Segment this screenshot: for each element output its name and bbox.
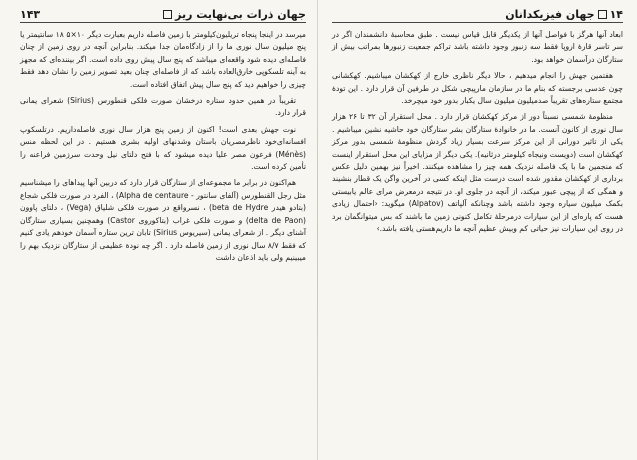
running-title-text: جهان ذرات بی‌نهایت ریز [175,7,306,21]
running-title-text: جهان فیزیکدانان [505,7,595,21]
right-page-body [332,29,623,236]
page-number: ۱۴ [609,7,623,21]
left-page-body [20,29,306,264]
right-page-header [332,6,623,23]
right-page [318,0,637,460]
square-ornament-icon [598,10,607,19]
left-page [0,0,318,460]
paragraph: منظومهٔ شمسی نسبتاً دور از مرکز کهکشان قرار دارد . محل استقرار آن ۳۲ تا ۲۶ هزار سال نوری از کانون آنست. ما در خانوادهٔ ستارگان بشر ستارگان خود حاشیه نشین میباشیم . یکی از تاثیر دورانی از این مرکز سرعت بسیار زیاد گردش منظومهٔ شمسی بدور مرکز کهکشان است (دویست ونیجاه کیلومتر درثانیه). یکی دیگر از مزایای این محل استقرار اینست که منجمین ما با یک فاصله نزدیک همه چیز را مشاهده میکنند. اخیراً نیز بهمین دلیل عکس برداری از کهکشان مقدور شده است درست مثل اینکه کسی در آخرین واگن یک قطار بنشیند و همگی که از پیچی عبور میکند، از آنچه در جلوی او. در نتیجه درمعرض مرای عالم یابیستی بکمک میلیون سیاره وجود داشته باشد وچنانکه آلپاتف (Alpatov) میگوید: ‹احتمال زیادی هست که پاره‌ای از این سیارات درمرحلهٔ تکامل کنونی زمین ما باشند که بس میتوانگمان برد در روی این سیارات نیز حیاتی کم وبیش عظیم آنچه ما داریم‌هستی یافته باشد.› [332,112,623,234]
paragraph: هفتمین جهش را انجام میدهیم ، حالا دیگر ناظری خارج از کهکشان میباشیم. کهکشانی چون عدسی برجسته که بنام ما در سازمان مارپیچی شکل در طرفین آن قرار دارد . این تودهٔ مجتمع ستاره‌های تقریباً صدمیلیون میلیون سال یکبار بدور خود میچرخد. [332,71,623,106]
paragraph: میرسد در اینجا پنجاه تریلیون‌کیلومتر با زمین فاصله داریم بعبارت دیگر ۱۰×۵ ۱۸ سانتیمتر یا پنج میلیون سال نوری ما را از زادگاه‌مان جدا میکند. بنابراین آنچه در روی زمین از چنان فاصله‌ای دیده شود واقعه‌ای میباشد که پنج سال پیش روی داده است. اگر بیننده‌ای که مجهز به آینه تلسکوپی خارق‌العاده باشد که از فاصله‌ای چنان بعید تصویر زمین را نشان دهد فقط چیزی را خواهیم دید که پنج سال پیش اتفاق افتاده است. [20,30,306,89]
square-ornament-icon [163,10,172,19]
paragraph: ابعاد آنها هرگز با فواصل آنها از یکدیگر قابل قیاس نیست . طبق محاسبهٔ دانشمندان اگر در سر تاسر قارهٔ اروپا فقط سه زنبور وجود داشته باشد تراکم جمعیت زنبورها بمراتب بیش از ستارگان درآسمان خواهد بود. [332,30,623,64]
paragraph: تقریباً در همین حدود ستاره درخشان صورت فلکی قنطورس (Sirius) شعرای یمانی قرار دارد. [20,96,306,118]
running-title [505,8,623,21]
page-number: ۱۴۳ [20,7,41,21]
running-title [163,8,306,21]
paragraph: هم‌اکنون در برابر ما مجموعه‌ای از ستارگان قرار دارد که دربین آنها پیداهای را میشناسیم مثل رجل القنطورس (آلفای سانتور - Alpha de centaure) ، الفرد در صورت فلکی شجاع (بتادو هیدر beta de Hydre) ، نسرواقع در صورت فلکی شلیاق (Vega) ، دلتای پاوون (delta de Paon) و صورت فلکی غراب (بتاکوروی Castor) وهمچنین بسیاری ستارگان آشنای دیگر . از شعرای یمانی (سیریوس Sirius) تابان ترین ستاره آسمان خودهم یادی کنیم که فقط ۸/۷ سال نوری از زمین فاصله دارد . اگر چه نودة عظیمی از ستارگان نزدیک بهم را میبینیم ولی باید اذعان داشت [20,178,307,262]
paragraph: نوت جهش بعدی است! اکنون از زمین پنج هزار سال نوری فاصله‌داریم. درتلسکوپ افسانه‌ای‌خود ناظرمصریان باستان وشدنهای اولیه بشری هستیم . در این لحظه منس (Ménès) فرعون مصر علیا دیده میشود که با فتح دلتای نیل وحدت سرزمین فراعنه را تأمین کرده است. [20,124,306,172]
left-page-header [20,6,306,23]
